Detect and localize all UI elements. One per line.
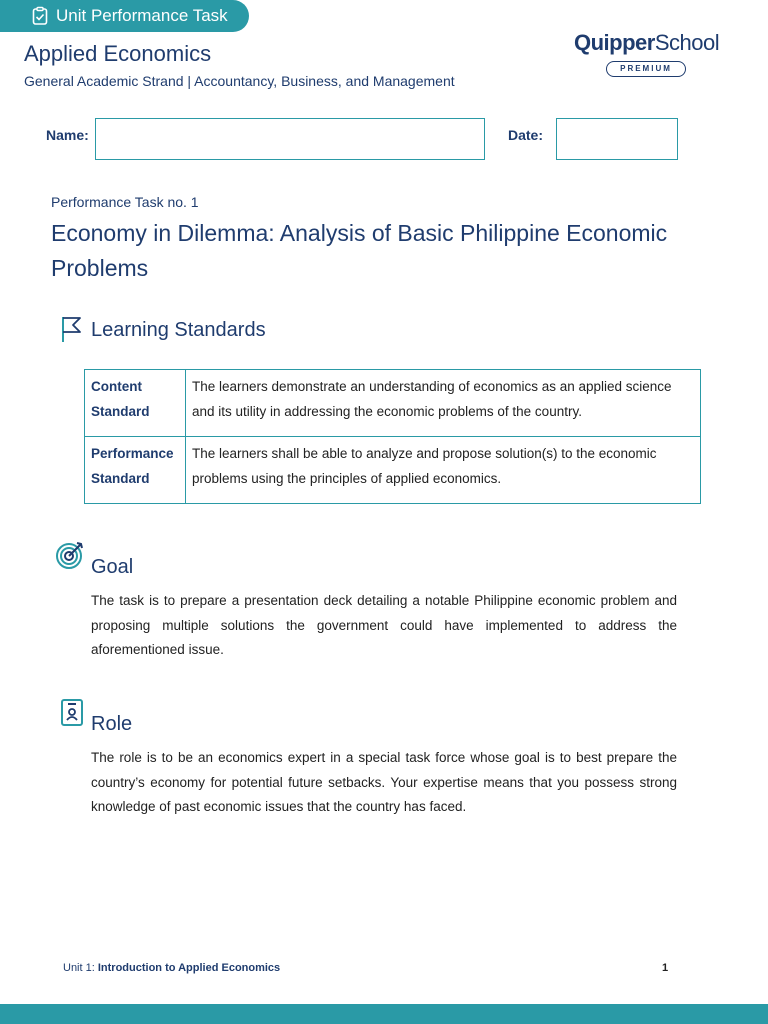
task-number: Performance Task no. 1 bbox=[51, 194, 199, 210]
unit-performance-task-tag bbox=[0, 0, 249, 32]
row-header: Performance Standard bbox=[85, 437, 186, 504]
target-icon bbox=[55, 540, 85, 570]
task-title: Economy in Dilemma: Analysis of Basic Philippine Economic Problems bbox=[51, 220, 668, 281]
role-title: Role bbox=[91, 713, 133, 735]
flag-icon bbox=[58, 314, 88, 344]
date-label: Date: bbox=[508, 127, 544, 143]
id-badge-icon bbox=[57, 697, 87, 727]
table-row bbox=[85, 370, 701, 437]
page-number: 1 bbox=[662, 962, 669, 974]
name-field[interactable] bbox=[95, 118, 485, 160]
goal-text: The task is to prepare a presentation deck detailing a notable Philippine economic problem and proposing multiple solutions the government could have implemented to address the aforementioned issue. bbox=[91, 593, 677, 657]
footer-unit: Unit 1: Introduction to Applied Economics bbox=[63, 962, 281, 974]
row-text: The learners shall be able to analyze and propose solution(s) to the economic problems using the principles of applied economics. bbox=[186, 437, 701, 504]
tag-label: Unit Performance Task bbox=[56, 6, 228, 25]
logo-wordmark: QuipperSchool bbox=[574, 30, 720, 55]
role-text: The role is to be an economics expert in a special task force whose goal is to best prepare the country’s economy for potential future setbacks. Your expertise means that you possess strong knowledge of past economic issues that the country has faced. bbox=[91, 750, 677, 814]
table-row bbox=[85, 437, 701, 504]
quipper-school-logo bbox=[574, 30, 720, 80]
learning-standards-title: Learning Standards bbox=[91, 319, 266, 341]
learning-standards-table bbox=[84, 369, 701, 504]
subject-title: Applied Economics bbox=[24, 41, 212, 66]
strand-subtitle: General Academic Strand | Accountancy, Business, and Management bbox=[24, 73, 455, 89]
clipboard-check-icon bbox=[30, 6, 50, 26]
goal-title: Goal bbox=[91, 556, 134, 578]
logo-premium-badge: PREMIUM bbox=[606, 61, 686, 77]
row-text: The learners demonstrate an understanding of economics as an applied science and its utility in addressing the economic problems of the country. bbox=[186, 370, 701, 437]
date-field[interactable] bbox=[556, 118, 678, 160]
row-header: Content Standard bbox=[85, 370, 186, 437]
name-label: Name: bbox=[46, 127, 89, 143]
footer-bar bbox=[0, 1004, 768, 1024]
